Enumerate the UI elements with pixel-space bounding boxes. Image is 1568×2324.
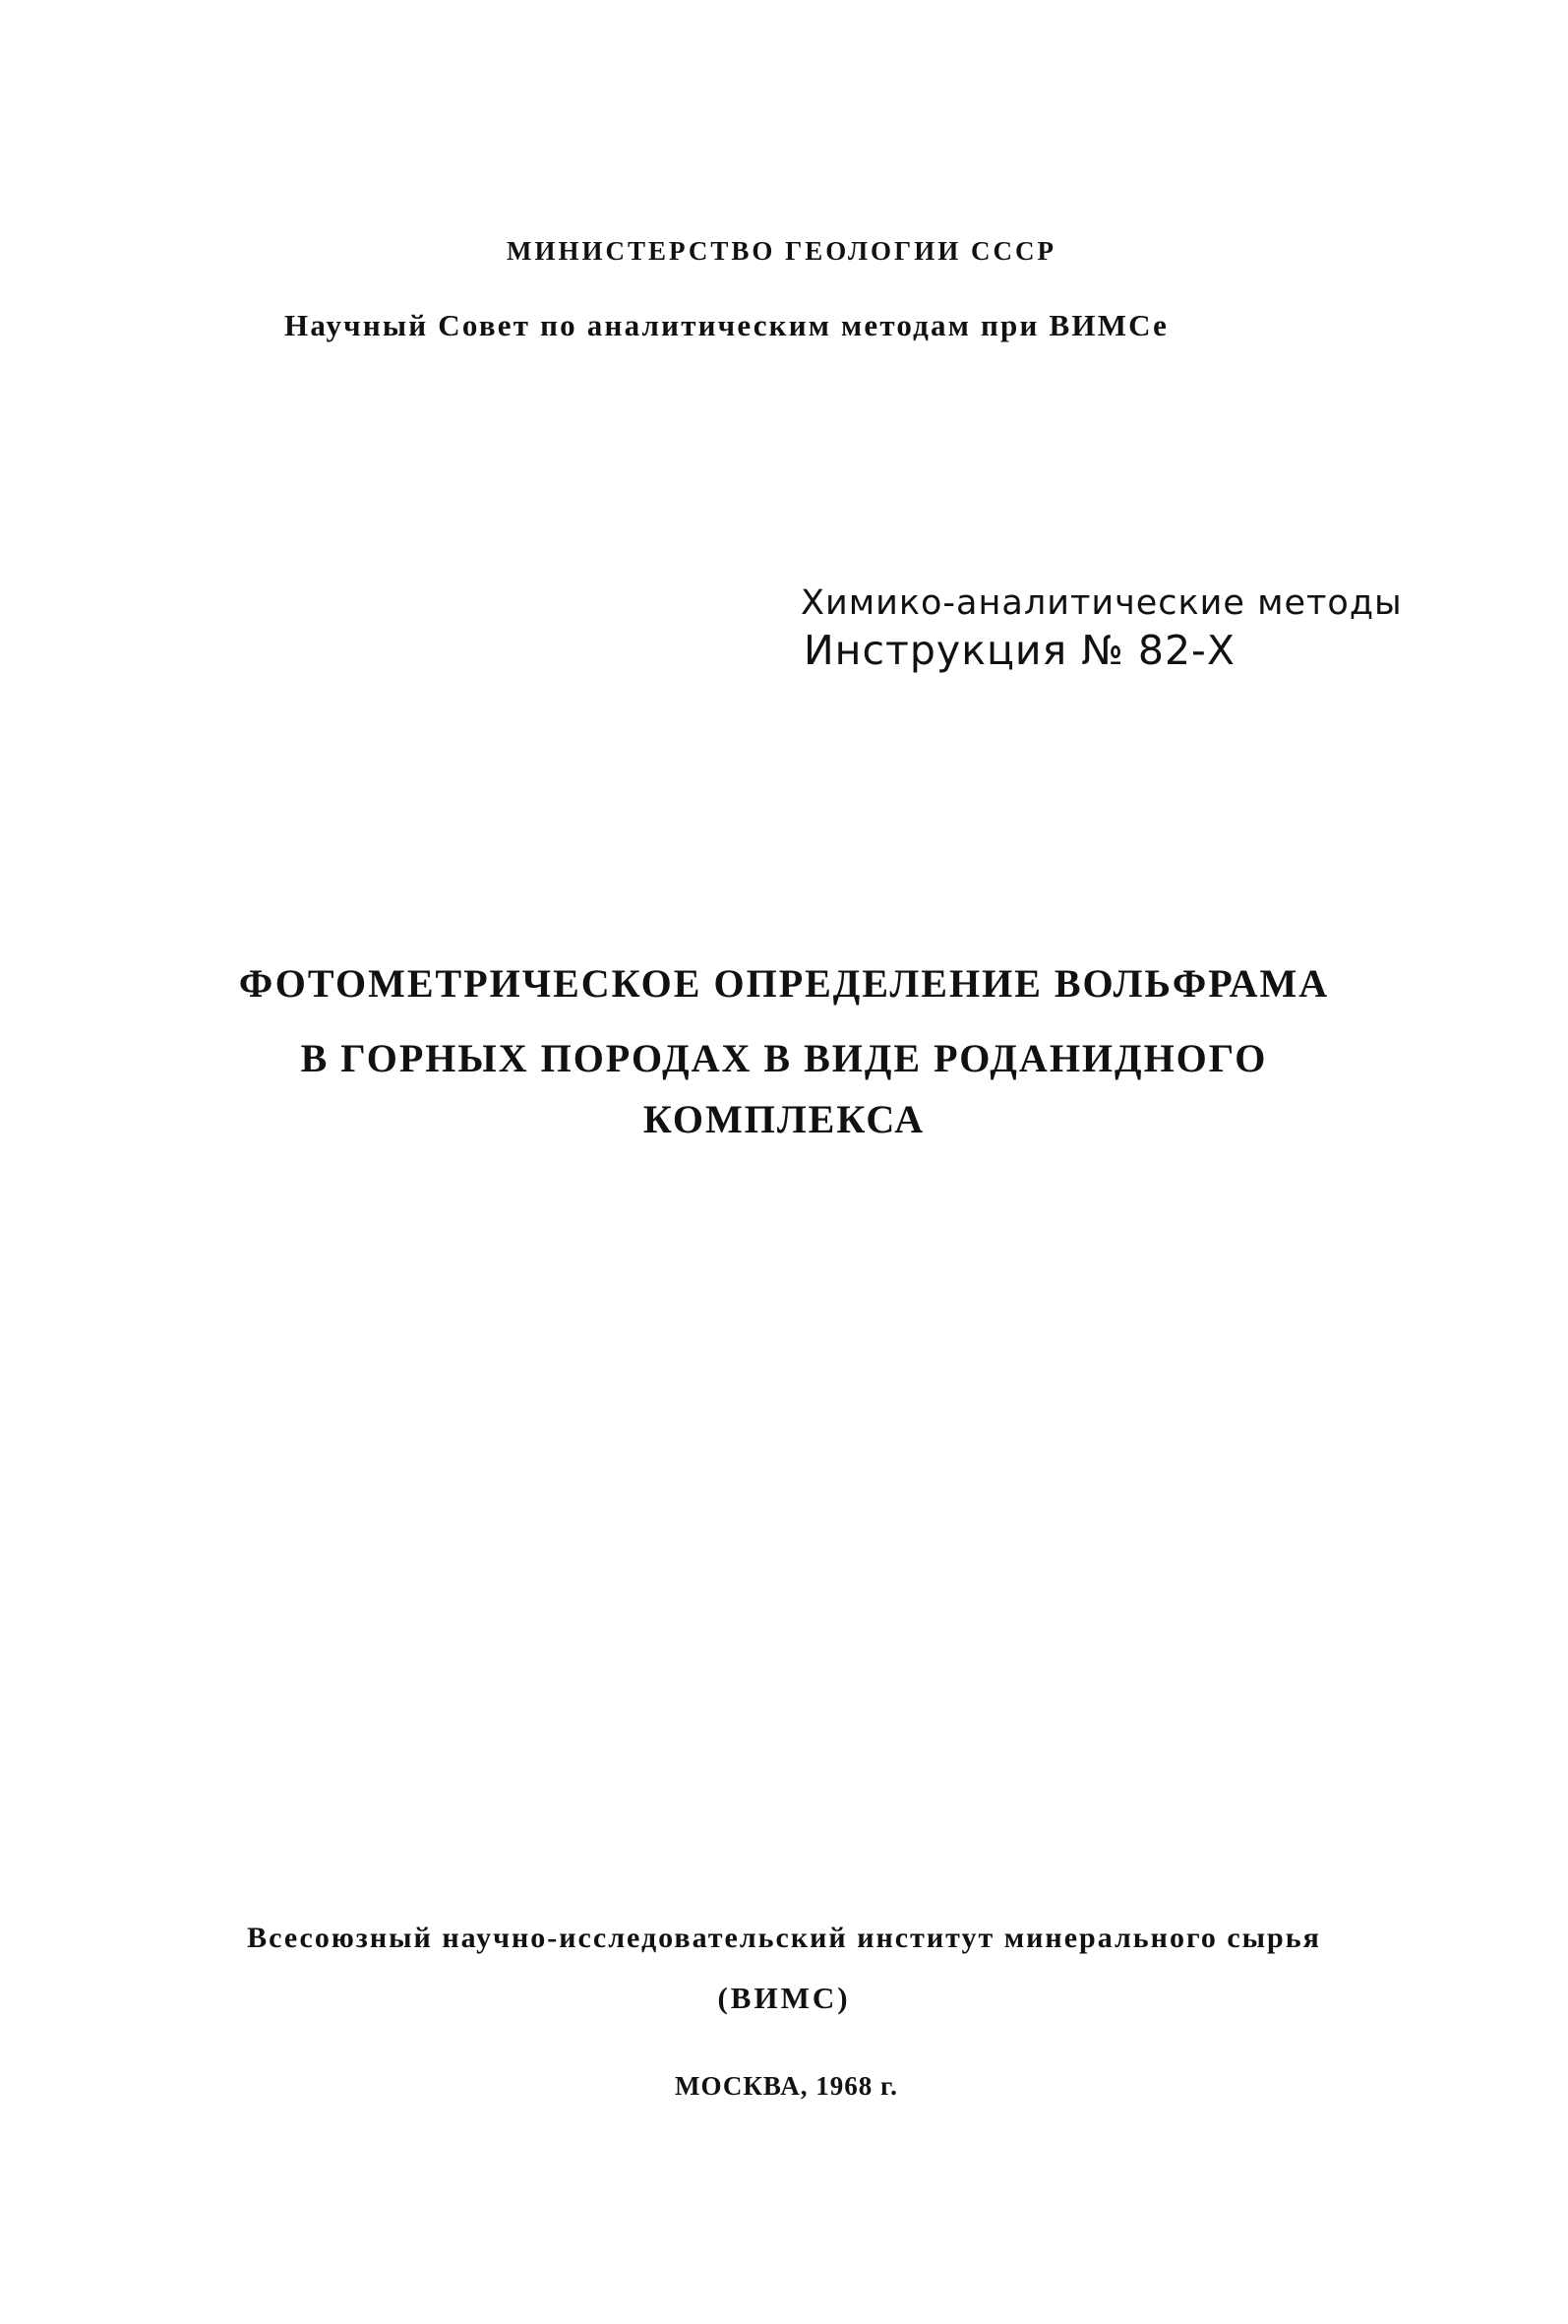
series-name: Химико-аналитические методы (801, 583, 1403, 623)
instruction-number: Инструкция № 82-Х (804, 627, 1236, 674)
title-line-3: КОМПЛЕКСА (642, 1097, 926, 1141)
title-line-2: В ГОРНЫХ ПОРОДАХ В ВИДЕ РОДАНИДНОГО (300, 1036, 1268, 1080)
institute-name: Всесоюзный научно-исследовательский институт минерального сырья (247, 1922, 1321, 1954)
institute-abbreviation: (ВИМС) (717, 1981, 851, 2015)
city-year: МОСКВА, 1968 г. (675, 2071, 898, 2101)
scientific-council: Научный Совет по аналитическим методам при ВИМСе (284, 308, 1170, 342)
title-line-1: ФОТОМЕТРИЧЕСКОЕ ОПРЕДЕЛЕНИЕ ВОЛЬФРАМА (238, 961, 1330, 1006)
ministry-name: МИНИСТЕРСТВО ГЕОЛОГИИ СССР (507, 236, 1056, 266)
